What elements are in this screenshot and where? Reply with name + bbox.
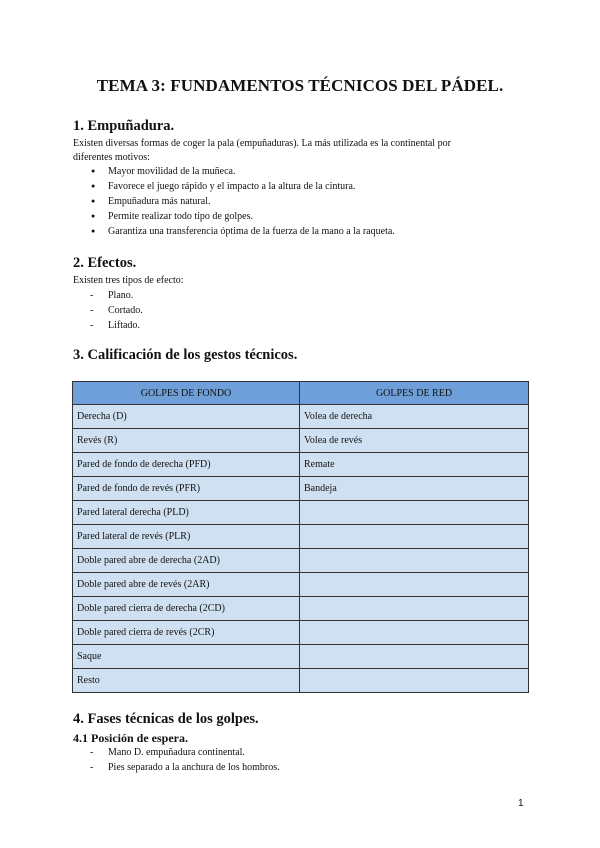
table-row [73,429,529,453]
list-item: ● Permite realizar todo tipo de golpes. [108,209,395,224]
table-cell: Pared de fondo de derecha (PFD) [73,453,300,477]
list-item: - Plano. [108,288,143,303]
table-cell [300,525,529,549]
list-item: ● Empuñadura más natural. [108,194,395,209]
table-cell: Pared lateral derecha (PLD) [73,501,300,525]
table-cell [300,501,529,525]
list-item: ● Garantiza una transferencia óptima de la fuerza de la mano a la raqueta. [108,224,395,239]
table-row [73,453,529,477]
table-row [73,477,529,501]
document-title: TEMA 3: FUNDAMENTOS TÉCNICOS DEL PÁDEL. [96,76,504,95]
table-header-row [73,382,529,405]
list-item: - Cortado. [108,303,143,318]
section-2-heading: 2. Efectos. [73,255,137,271]
list-item: - Mano D. empuñadura continental. [108,745,280,760]
list-item: ● Mayor movilidad de la muñeca. [108,164,395,179]
page-number: 1 [518,798,524,809]
table-cell: Doble pared cierra de revés (2CR) [73,621,300,645]
list-item: ● Favorece el juego rápido y el impacto a la altura de la cintura. [108,179,395,194]
table-cell: Pared lateral de revés (PLR) [73,525,300,549]
table-cell [300,549,529,573]
waiting-position-list [108,745,280,775]
table-row [73,597,529,621]
section-3-heading: 3. Calificación de los gestos técnicos. [73,347,298,363]
table-row [73,405,529,429]
table-cell [300,573,529,597]
table-row [73,549,529,573]
table-cell [300,621,529,645]
header-golpes-fondo: GOLPES DE FONDO [73,382,300,405]
list-item: - Liftado. [108,318,143,333]
section-1-intro [73,137,528,165]
table-cell: Revés (R) [73,429,300,453]
table-cell: Resto [73,669,300,693]
section-1-intro-line-2: diferentes motivos: [73,152,150,163]
table-cell: Remate [300,453,529,477]
effect-types-list [108,288,143,333]
table-cell [300,669,529,693]
table-cell: Pared de fondo de revés (PFR) [73,477,300,501]
table-row [73,669,529,693]
section-1-intro-line-1: Existen diversas formas de coger la pala (empuñaduras). La más utilizada es la continental por [73,138,451,149]
technical-gestures-table [72,381,529,693]
table-row [73,501,529,525]
section-1-heading: 1. Empuñadura. [73,118,175,134]
section-2-intro: Existen tres tipos de efecto: [73,275,184,286]
header-golpes-red: GOLPES DE RED [300,382,529,405]
table-cell: Saque [73,645,300,669]
table-cell: Volea de revés [300,429,529,453]
section-4-1-heading: 4.1 Posición de espera. [73,731,188,745]
table-row [73,621,529,645]
section-4-heading: 4. Fases técnicas de los golpes. [73,711,259,727]
table-cell: Derecha (D) [73,405,300,429]
table-cell: Doble pared abre de revés (2AR) [73,573,300,597]
table-cell [300,597,529,621]
table-row [73,573,529,597]
table-cell: Volea de derecha [300,405,529,429]
table-cell [300,645,529,669]
table-row [73,525,529,549]
grip-advantages-list [108,164,395,239]
table-cell: Bandeja [300,477,529,501]
table-row [73,645,529,669]
table-cell: Doble pared abre de derecha (2AD) [73,549,300,573]
table-cell: Doble pared cierra de derecha (2CD) [73,597,300,621]
list-item: - Pies separado a la anchura de los hombros. [108,760,280,775]
